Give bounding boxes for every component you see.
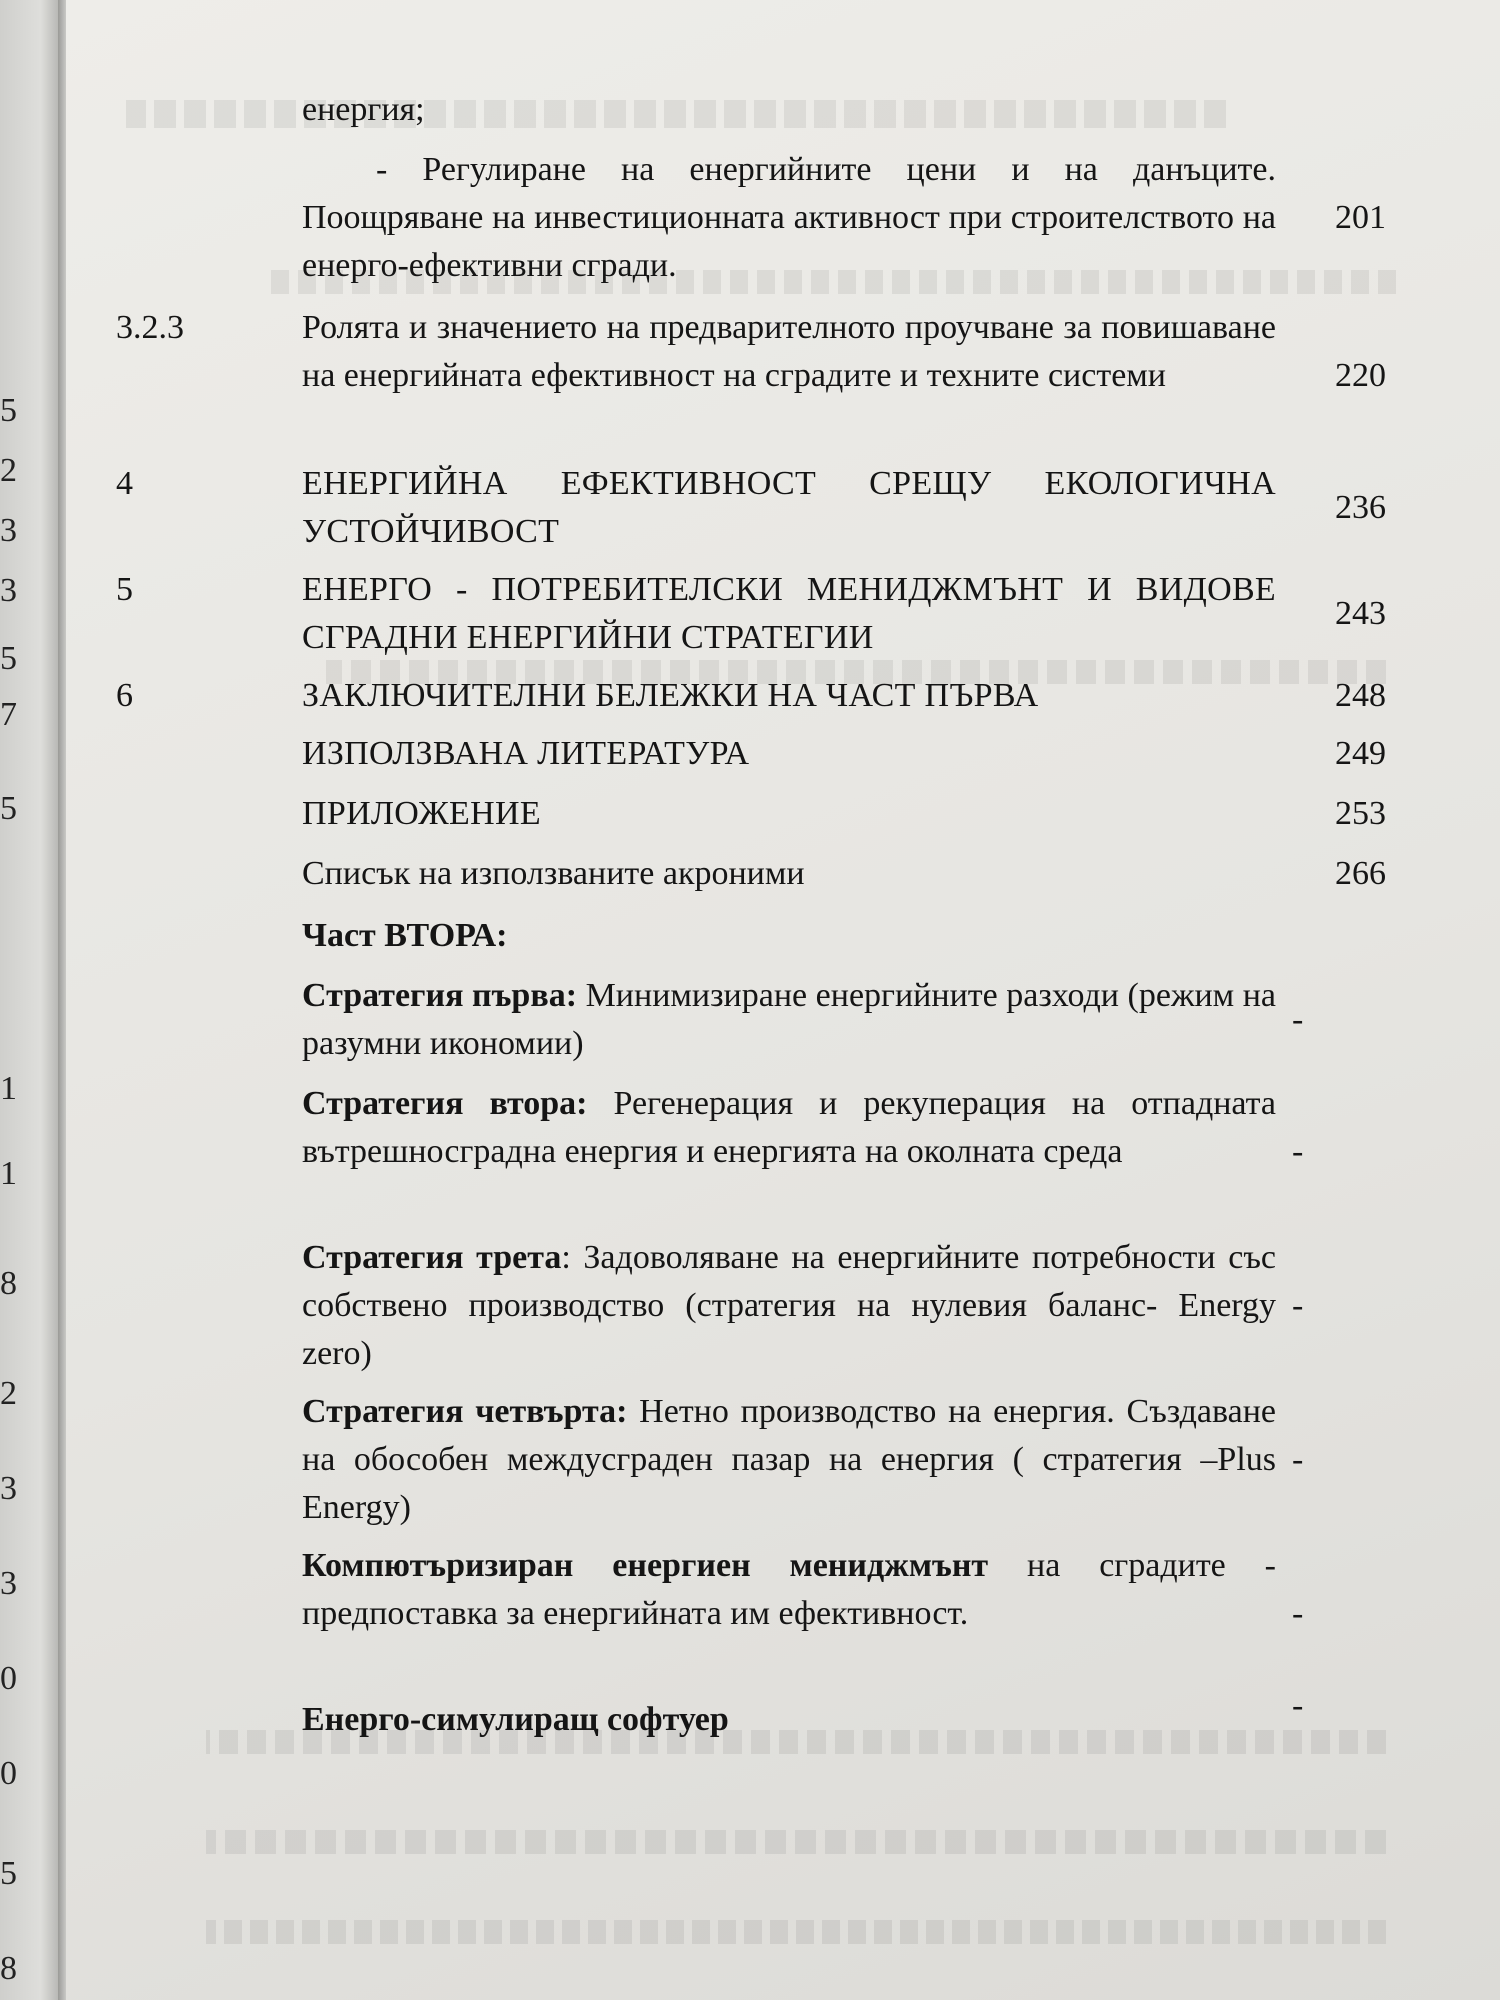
strategy-text: на сградите - предпоставка за енергийната им ефективност. [302,1547,1276,1632]
toc-entry-number: 3.2.3 [116,309,184,346]
strategy-page: - [1292,1441,1304,1478]
strategy-label: Стратегия четвърта: [302,1393,628,1430]
strategy-text: Регенерация и рекуперация на отпадната вътрешносградна енергия и енергията на околната среда [302,1085,1277,1170]
toc-entry-title: ИЗПОЛЗВАНА ЛИТЕРАТУРА [302,735,750,772]
strategy-title [302,1542,1276,1638]
toc-entry-page: 249 [1335,735,1386,772]
toc-entry-page: 243 [1335,595,1386,632]
part-two-heading: Част ВТОРА: [302,917,508,954]
toc-entry-title: Ролята и значението на предварителното проучване за повишаване на енергийната ефективност на сградите и техните системи [302,309,1276,394]
margin-digit: 2 [0,1375,17,1412]
strategy-label: Стратегия първа: [302,977,578,1014]
toc-entry-title: енергия; [302,91,425,128]
margin-digit: 0 [0,1755,17,1792]
strategy-label: Компютъризиран енергиен мениджмънт [302,1547,989,1584]
strategy-title [302,1080,1276,1176]
margin-digit: 3 [0,1565,17,1602]
bleed-through-texture [206,1830,1386,1854]
margin-digit: 3 [0,572,17,609]
toc-entry-number: 5 [116,571,133,608]
toc-entry-page: 266 [1335,855,1386,892]
margin-digit: 5 [0,790,17,827]
strategy-page: - [1292,1687,1304,1724]
strategy-label: Стратегия трета [302,1239,562,1276]
toc-entry-page: 201 [1335,199,1386,236]
toc-entry-title: ЗАКЛЮЧИТЕЛНИ БЕЛЕЖКИ НА ЧАСТ ПЪРВА [302,677,1039,714]
margin-digit: 5 [0,640,17,677]
toc-entry-title: ЕНЕРГО - ПОТРЕБИТЕЛСКИ МЕНИДЖМЪНТ И ВИДОВЕ СГРАДНИ ЕНЕРГИЙНИ СТРАТЕГИИ [302,571,1276,656]
toc-entry-title: ПРИЛОЖЕНИЕ [302,795,541,832]
margin-digit: 3 [0,512,17,549]
margin-digit: 5 [0,1855,17,1892]
toc-entry-title-text: - Регулиране на енергийните цени и на данъците. Поощряване на инвестиционната активност при строителството на енерго-ефективни сгради. [302,151,1276,284]
margin-digit: 3 [0,1470,17,1507]
toc-entry-number: 4 [116,465,133,502]
strategy-page: - [1292,1595,1304,1632]
margin-digit: 1 [0,1070,17,1107]
toc-page [66,0,1500,2000]
toc-entry-page: 236 [1335,489,1386,526]
toc-entry-page: 220 [1335,357,1386,394]
strategy-page: - [1292,1001,1304,1038]
margin-digit: 2 [0,452,17,489]
toc-entry-title: ЕНЕРГИЙНА ЕФЕКТИВНОСТ СРЕЩУ ЕКОЛОГИЧНА УСТОЙЧИВОСТ [302,465,1276,550]
strategy-page: - [1292,1287,1304,1324]
strategy-text: Нетно производство на енергия. Създаване на обособен междусграден пазар на енергия ( стратегия –Plus Energy) [302,1393,1276,1526]
strategy-label: Стратегия втора: [302,1085,588,1122]
strategy-label: Енерго-симулиращ софтуер [302,1701,729,1738]
strategy-title [302,1388,1276,1532]
book-spine [58,0,66,2000]
strategy-text: Минимизиране енергийните разходи (режим на разумни икономии) [302,977,1276,1062]
margin-digit: 5 [0,392,17,429]
margin-digit: 0 [0,1660,17,1697]
adjacent-page-edge [0,0,58,2000]
strategy-title [302,1234,1276,1378]
margin-digit: 1 [0,1155,17,1192]
strategy-page: - [1292,1133,1304,1170]
toc-entry-page: 248 [1335,677,1386,714]
strategy-title [302,972,1276,1068]
bleed-through-texture [206,1920,1386,1944]
margin-digit: 7 [0,696,17,733]
toc-entry-number: 6 [116,677,133,714]
toc-entry-page: 253 [1335,795,1386,832]
toc-entry-title [302,146,1276,290]
margin-digit: 8 [0,1265,17,1302]
strategy-text: : Задоволяване на енергийните потребности със собствено производство (стратегия на нулевия баланс- Energy zero) [302,1239,1276,1372]
strategy-title [302,1696,1276,1744]
toc-entry-title: Списък на използваните акроними [302,855,805,892]
margin-digit: 8 [0,1950,17,1987]
